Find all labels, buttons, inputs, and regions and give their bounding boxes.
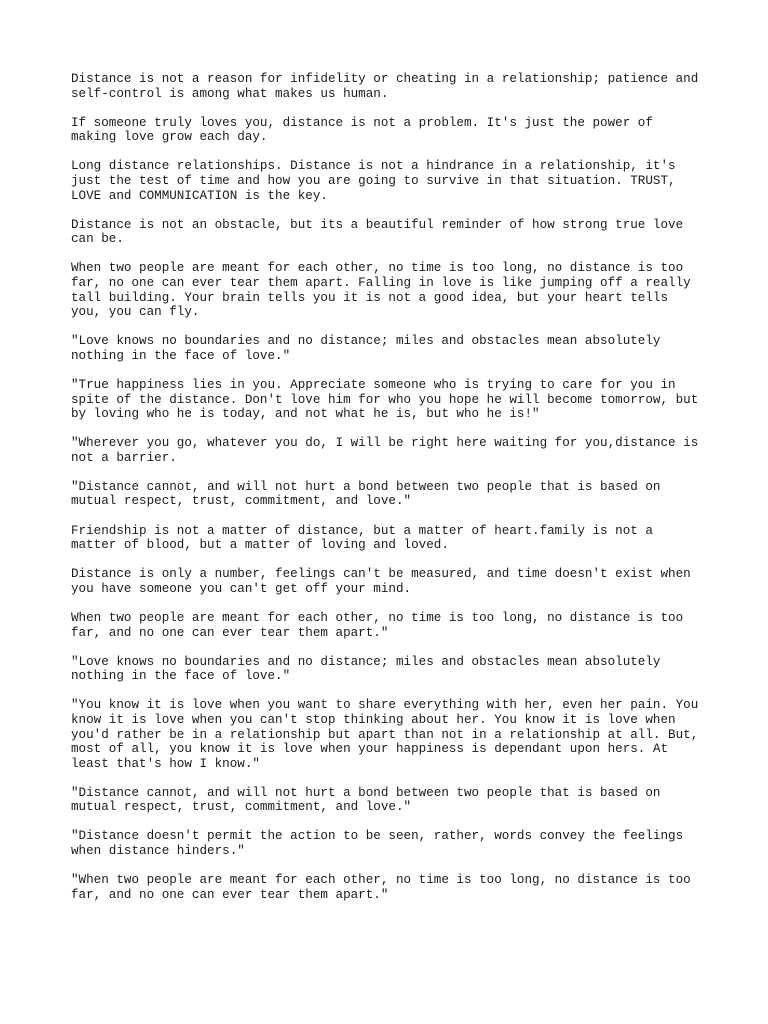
paragraph: Friendship is not a matter of distance, but a matter of heart.family is not a matter of blood, but a matter of loving and loved.: [71, 523, 653, 553]
paragraph: When two people are meant for each other, no time is too long, no distance is too far, and no one can ever tear them apart.": [71, 610, 684, 640]
paragraph: When two people are meant for each other, no time is too long, no distance is too far, no one can ever tear them apart. Falling in love is like jumping off a really tall building. Your brain tells you it is not a good idea, but your heart tells you, you can fly.: [71, 261, 691, 320]
paragraph: Long distance relationships. Distance is not a hindrance in a relationship, it's just the test of time and how you are going to survive in that situation. TRUST, LOVE and COMMUNICATION is the key.: [71, 159, 676, 203]
paragraph: Distance is only a number, feelings can't be measured, and time doesn't exist when you have someone you can't get off your mind.: [71, 567, 691, 596]
paragraph: "True happiness lies in you. Appreciate someone who is trying to care for you in spite of the distance. Don't love him for who you hope he will become tomorrow, but by loving who he is today, and not what he is, but who he is!": [71, 377, 699, 422]
paragraph: Distance is not an obstacle, but its a beautiful reminder of how strong true love can be.: [71, 217, 684, 247]
document-page: [71, 72, 711, 917]
paragraph: "Distance cannot, and will not hurt a bond between two people that is based on mutual respect, trust, commitment, and love.": [71, 479, 661, 509]
paragraph: "You know it is love when you want to share everything with her, even her pain. You know it is love when you can't stop thinking about her. You know it is love when you'd rather be in a relationship but apart than not in a relationship at all. But, most of all, you know it is love when your happiness is dependant upon hers. At least that's how I know.": [71, 698, 699, 771]
paragraph: "Distance cannot, and will not hurt a bond between two people that is based on mutual respect, trust, commitment, and love.": [71, 785, 661, 815]
paragraph: "Distance doesn't permit the action to be seen, rather, words convey the feelings when distance hinders.": [71, 829, 684, 859]
paragraph: "Love knows no boundaries and no distance; miles and obstacles mean absolutely nothing in the face of love.": [71, 654, 661, 684]
paragraph: "Love knows no boundaries and no distance; miles and obstacles mean absolutely nothing in the face of love.": [71, 334, 661, 363]
paragraph: "Wherever you go, whatever you do, I will be right here waiting for you,distance is not a barrier.: [71, 436, 699, 465]
paragraph: Distance is not a reason for infidelity or cheating in a relationship; patience and self-control is among what makes us human.: [71, 72, 699, 101]
paragraph: If someone truly loves you, distance is not a problem. It's just the power of making love grow each day.: [71, 115, 653, 145]
paragraph: "When two people are meant for each other, no time is too long, no distance is too far, and no one can ever tear them apart.": [71, 873, 691, 902]
